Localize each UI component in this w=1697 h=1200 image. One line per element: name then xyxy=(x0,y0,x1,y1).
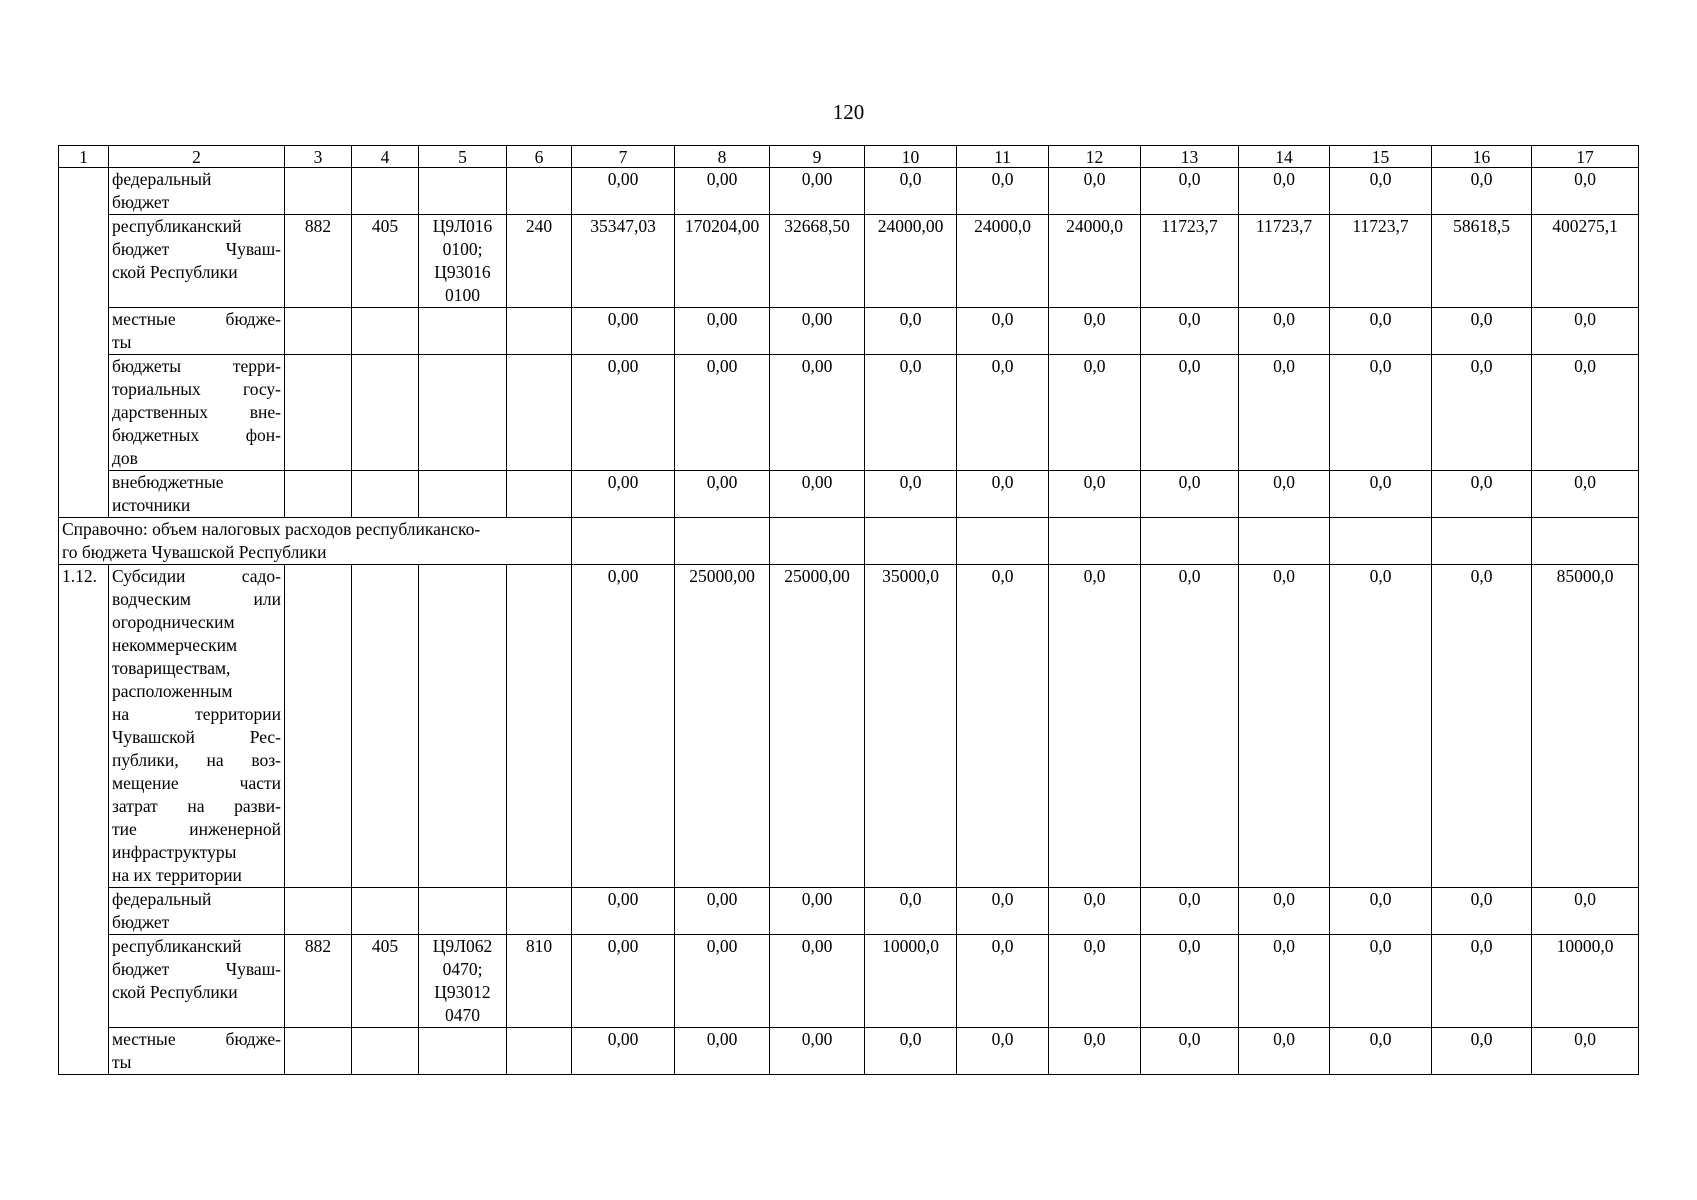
ministry-code xyxy=(285,308,352,355)
empty-cell xyxy=(957,518,1049,565)
table-row xyxy=(59,935,1639,1028)
expense-type-code xyxy=(507,565,572,888)
value-cell: 0,0 xyxy=(957,308,1049,355)
cell-line: тие инженерной xyxy=(112,819,281,839)
value-cell: 11723,7 xyxy=(1330,215,1432,308)
empty-cell xyxy=(1532,518,1639,565)
section-code xyxy=(352,308,419,355)
section-code xyxy=(352,471,419,518)
column-number-2: 2 xyxy=(109,146,285,168)
value-cell: 25000,00 xyxy=(675,565,770,888)
cell-line: бюджет xyxy=(112,912,170,932)
value-cell: 0,0 xyxy=(957,471,1049,518)
value-cell: 10000,0 xyxy=(865,935,957,1028)
table-row xyxy=(59,888,1639,935)
cell-line: на территории xyxy=(112,704,281,724)
value-cell: 0,00 xyxy=(675,1028,770,1075)
row-label xyxy=(109,935,285,1028)
value-cell: 24000,0 xyxy=(1049,215,1141,308)
value-cell: 0,0 xyxy=(1049,168,1141,215)
table-row xyxy=(59,471,1639,518)
value-cell: 0,0 xyxy=(1330,168,1432,215)
cell-line: ториальных госу- xyxy=(112,379,281,399)
value-cell: 0,0 xyxy=(1049,355,1141,471)
cell-line: затрат на разви- xyxy=(112,796,281,816)
expense-type-code xyxy=(507,888,572,935)
column-number-16: 16 xyxy=(1432,146,1532,168)
value-cell: 0,0 xyxy=(1239,471,1330,518)
value-cell: 0,00 xyxy=(572,565,675,888)
target-article-code xyxy=(419,355,507,471)
column-number-11: 11 xyxy=(957,146,1049,168)
value-cell: 0,0 xyxy=(1432,471,1532,518)
value-cell: 0,0 xyxy=(1239,935,1330,1028)
value-cell: 0,0 xyxy=(865,308,957,355)
column-number-7: 7 xyxy=(572,146,675,168)
value-cell: 0,00 xyxy=(572,355,675,471)
value-cell: 400275,1 xyxy=(1532,215,1639,308)
value-cell: 0,0 xyxy=(865,888,957,935)
column-number-1: 1 xyxy=(59,146,109,168)
table-row xyxy=(59,215,1639,308)
value-cell: 0,0 xyxy=(1432,1028,1532,1075)
value-cell: 0,0 xyxy=(957,565,1049,888)
cell-line: федеральный xyxy=(112,889,212,909)
value-cell: 85000,0 xyxy=(1532,565,1639,888)
value-cell: 0,0 xyxy=(1141,935,1239,1028)
row-label xyxy=(109,1028,285,1075)
value-cell: 0,00 xyxy=(770,355,865,471)
value-cell: 11723,7 xyxy=(1239,215,1330,308)
value-cell: 0,0 xyxy=(1239,565,1330,888)
value-cell: 0,0 xyxy=(1239,1028,1330,1075)
empty-cell xyxy=(1432,518,1532,565)
empty-cell xyxy=(1239,518,1330,565)
cell-line: мещение части xyxy=(112,773,281,793)
value-cell: 24000,00 xyxy=(865,215,957,308)
target-article-code xyxy=(419,565,507,888)
empty-cell xyxy=(1330,518,1432,565)
column-number-10: 10 xyxy=(865,146,957,168)
value-cell: 0,00 xyxy=(572,1028,675,1075)
value-cell: 0,0 xyxy=(1049,565,1141,888)
value-cell: 0,0 xyxy=(1532,168,1639,215)
row-label xyxy=(109,215,285,308)
value-cell: 11723,7 xyxy=(1141,215,1239,308)
value-cell: 0,0 xyxy=(1432,935,1532,1028)
value-cell: 0,0 xyxy=(1532,308,1639,355)
cell-line: на их территории xyxy=(112,865,242,885)
value-cell: 0,0 xyxy=(1239,355,1330,471)
value-cell: 0,0 xyxy=(1049,935,1141,1028)
value-cell: 0,0 xyxy=(957,168,1049,215)
empty-cell xyxy=(1049,518,1141,565)
table-row xyxy=(59,1028,1639,1075)
column-number-17: 17 xyxy=(1532,146,1639,168)
value-cell: 0,0 xyxy=(1432,565,1532,888)
value-cell: 0,00 xyxy=(675,168,770,215)
cell-line: 0470; xyxy=(442,959,483,979)
page-number: 120 xyxy=(832,100,865,124)
row-label xyxy=(109,471,285,518)
cell-line: Справочно: объем налоговых расходов республиканско- xyxy=(62,519,481,539)
value-cell: 0,00 xyxy=(675,935,770,1028)
target-article-code xyxy=(419,471,507,518)
cell-line: товариществам, xyxy=(112,658,231,678)
value-cell: 0,0 xyxy=(865,355,957,471)
column-number-13: 13 xyxy=(1141,146,1239,168)
target-article-code xyxy=(419,935,507,1028)
value-cell: 0,0 xyxy=(1239,888,1330,935)
column-number-8: 8 xyxy=(675,146,770,168)
target-article-code xyxy=(419,888,507,935)
value-cell: 0,00 xyxy=(770,1028,865,1075)
table-row xyxy=(59,565,1639,888)
value-cell: 0,0 xyxy=(1532,355,1639,471)
cell-line: Ц9Л016 xyxy=(432,216,493,236)
empty-cell xyxy=(675,518,770,565)
cell-line: 0100 xyxy=(445,285,480,305)
cell-line: ты xyxy=(112,332,132,352)
cell-line: публики, на воз- xyxy=(112,750,281,770)
target-article-code xyxy=(419,215,507,308)
value-cell: 10000,0 xyxy=(1532,935,1639,1028)
value-cell: 0,00 xyxy=(770,471,865,518)
column-number-14: 14 xyxy=(1239,146,1330,168)
expense-type-code: 810 xyxy=(507,935,572,1028)
value-cell: 0,0 xyxy=(1049,888,1141,935)
value-cell: 0,0 xyxy=(1049,471,1141,518)
ministry-code: 882 xyxy=(285,215,352,308)
cell-line: республиканский xyxy=(112,216,242,236)
expense-type-code xyxy=(507,168,572,215)
cell-line: дарственных вне- xyxy=(112,402,281,422)
column-number-15: 15 xyxy=(1330,146,1432,168)
expense-type-code: 240 xyxy=(507,215,572,308)
target-article-code xyxy=(419,1028,507,1075)
value-cell: 0,00 xyxy=(572,888,675,935)
section-code xyxy=(352,355,419,471)
section-code xyxy=(352,565,419,888)
ministry-code xyxy=(285,888,352,935)
value-cell: 0,0 xyxy=(865,1028,957,1075)
reference-note-row xyxy=(59,518,1639,565)
cell-line: 0470 xyxy=(445,1005,480,1025)
value-cell: 0,0 xyxy=(1432,308,1532,355)
column-number-5: 5 xyxy=(419,146,507,168)
target-article-code xyxy=(419,308,507,355)
value-cell: 0,0 xyxy=(1141,308,1239,355)
column-number-4: 4 xyxy=(352,146,419,168)
section-code xyxy=(352,1028,419,1075)
header-row xyxy=(59,146,1639,168)
value-cell: 0,0 xyxy=(957,1028,1049,1075)
cell-line: федеральный xyxy=(112,169,212,189)
column-number-3: 3 xyxy=(285,146,352,168)
section-code xyxy=(352,168,419,215)
value-cell: 0,0 xyxy=(957,935,1049,1028)
value-cell: 32668,50 xyxy=(770,215,865,308)
section-code: 405 xyxy=(352,215,419,308)
cell-line: огородническим xyxy=(112,612,235,632)
cell-line: ской Республики xyxy=(112,982,238,1002)
cell-line: Ц93012 xyxy=(434,982,491,1002)
ministry-code xyxy=(285,1028,352,1075)
section-code: 405 xyxy=(352,935,419,1028)
value-cell: 0,0 xyxy=(1330,471,1432,518)
cell-line: внебюджетные xyxy=(112,472,224,492)
value-cell: 0,0 xyxy=(957,888,1049,935)
ministry-code xyxy=(285,168,352,215)
cell-line: дов xyxy=(112,448,138,468)
table-row xyxy=(59,308,1639,355)
cell-line: бюджет Чуваш- xyxy=(112,959,281,979)
item-index xyxy=(59,168,109,518)
value-cell: 170204,00 xyxy=(675,215,770,308)
value-cell: 35347,03 xyxy=(572,215,675,308)
cell-line: республиканский xyxy=(112,936,242,956)
cell-line: Субсидии садо- xyxy=(112,566,281,586)
cell-line: Ц93016 xyxy=(434,262,491,282)
cell-line: местные бюдже- xyxy=(112,309,281,329)
empty-cell xyxy=(1141,518,1239,565)
value-cell: 0,0 xyxy=(1330,888,1432,935)
expense-type-code xyxy=(507,355,572,471)
value-cell: 0,00 xyxy=(675,888,770,935)
cell-line: бюджеты терри- xyxy=(112,356,281,376)
value-cell: 0,0 xyxy=(1330,565,1432,888)
value-cell: 58618,5 xyxy=(1432,215,1532,308)
value-cell: 0,00 xyxy=(675,355,770,471)
value-cell: 0,0 xyxy=(957,355,1049,471)
value-cell: 0,00 xyxy=(572,935,675,1028)
value-cell: 0,0 xyxy=(1049,308,1141,355)
expense-type-code xyxy=(507,308,572,355)
value-cell: 0,0 xyxy=(1141,355,1239,471)
value-cell: 0,0 xyxy=(1141,888,1239,935)
value-cell: 0,0 xyxy=(865,168,957,215)
value-cell: 0,0 xyxy=(1330,308,1432,355)
row-label xyxy=(109,565,285,888)
value-cell: 0,0 xyxy=(1532,471,1639,518)
cell-line: бюджет xyxy=(112,192,170,212)
value-cell: 0,0 xyxy=(1141,1028,1239,1075)
expense-type-code xyxy=(507,471,572,518)
cell-line: ской Республики xyxy=(112,262,238,282)
row-label xyxy=(109,888,285,935)
expense-type-code xyxy=(507,1028,572,1075)
table-row xyxy=(59,168,1639,215)
cell-line: бюджет Чуваш- xyxy=(112,239,281,259)
cell-line: водческим или xyxy=(112,589,281,609)
value-cell: 0,0 xyxy=(865,471,957,518)
value-cell: 0,0 xyxy=(1532,1028,1639,1075)
ministry-code xyxy=(285,355,352,471)
value-cell: 0,00 xyxy=(770,888,865,935)
value-cell: 0,00 xyxy=(675,308,770,355)
cell-line: источники xyxy=(112,495,191,515)
value-cell: 0,0 xyxy=(1049,1028,1141,1075)
cell-line: ты xyxy=(112,1052,132,1072)
cell-line: некоммерческим xyxy=(112,635,238,655)
empty-cell xyxy=(770,518,865,565)
value-cell: 0,00 xyxy=(770,168,865,215)
item-index: 1.12. xyxy=(59,565,109,1075)
value-cell: 0,0 xyxy=(1432,168,1532,215)
value-cell: 0,00 xyxy=(572,308,675,355)
value-cell: 0,0 xyxy=(1141,471,1239,518)
table-row xyxy=(59,355,1639,471)
value-cell: 0,0 xyxy=(1432,355,1532,471)
cell-line: местные бюдже- xyxy=(112,1029,281,1049)
value-cell: 0,0 xyxy=(1330,355,1432,471)
row-label xyxy=(109,355,285,471)
value-cell: 24000,0 xyxy=(957,215,1049,308)
value-cell: 0,0 xyxy=(1330,1028,1432,1075)
ministry-code: 882 xyxy=(285,935,352,1028)
column-number-6: 6 xyxy=(507,146,572,168)
value-cell: 0,0 xyxy=(1141,168,1239,215)
row-label xyxy=(109,168,285,215)
reference-note xyxy=(59,518,572,565)
value-cell: 0,00 xyxy=(572,471,675,518)
value-cell: 0,0 xyxy=(1239,308,1330,355)
value-cell: 0,0 xyxy=(1432,888,1532,935)
cell-line: инфраструктуры xyxy=(112,842,237,862)
value-cell: 0,00 xyxy=(572,168,675,215)
value-cell: 25000,00 xyxy=(770,565,865,888)
cell-line: бюджетных фон- xyxy=(112,425,281,445)
value-cell: 0,00 xyxy=(770,308,865,355)
cell-line: 0100; xyxy=(442,239,483,259)
value-cell: 0,00 xyxy=(675,471,770,518)
budget-table xyxy=(58,145,1639,1075)
row-label xyxy=(109,308,285,355)
column-number-12: 12 xyxy=(1049,146,1141,168)
section-code xyxy=(352,888,419,935)
column-number-9: 9 xyxy=(770,146,865,168)
value-cell: 0,0 xyxy=(1330,935,1432,1028)
value-cell: 0,0 xyxy=(1239,168,1330,215)
cell-line: расположенным xyxy=(112,681,233,701)
target-article-code xyxy=(419,168,507,215)
ministry-code xyxy=(285,565,352,888)
cell-line: Чувашской Рес- xyxy=(112,727,281,747)
ministry-code xyxy=(285,471,352,518)
cell-line: го бюджета Чувашской Республики xyxy=(62,542,327,562)
value-cell: 0,00 xyxy=(770,935,865,1028)
empty-cell xyxy=(865,518,957,565)
value-cell: 35000,0 xyxy=(865,565,957,888)
value-cell: 0,0 xyxy=(1532,888,1639,935)
cell-line: Ц9Л062 xyxy=(432,936,493,956)
empty-cell xyxy=(572,518,675,565)
value-cell: 0,0 xyxy=(1141,565,1239,888)
